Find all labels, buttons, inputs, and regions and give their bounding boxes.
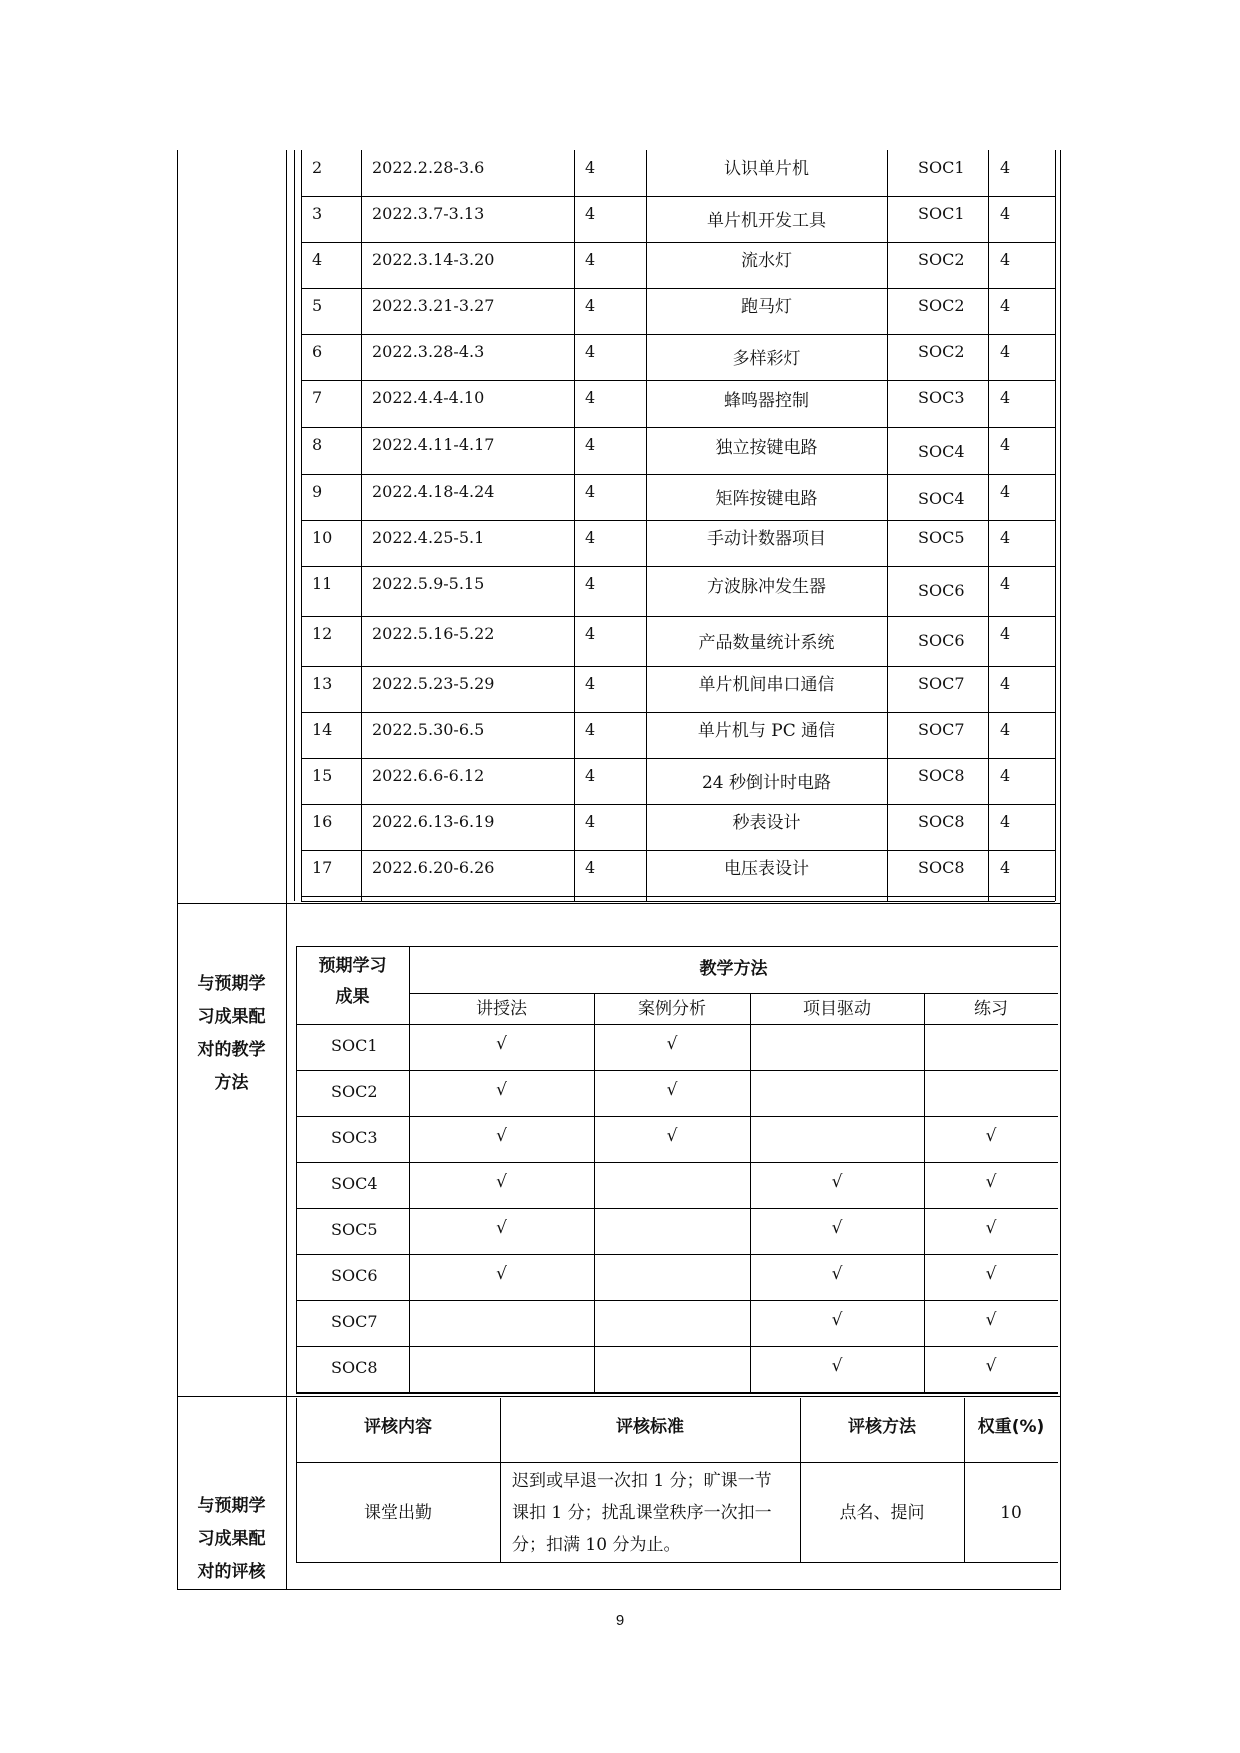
outcome-code: SOC1	[331, 1036, 378, 1055]
outcome-code: SOC2	[331, 1082, 378, 1101]
week-number: 11	[312, 574, 333, 593]
hours: 4	[585, 482, 596, 501]
soc-code: SOC5	[918, 528, 965, 547]
score: 4	[1000, 296, 1011, 315]
assessment-content: 课堂出勤	[364, 1503, 432, 1523]
hours: 4	[585, 158, 596, 177]
week-dates: 2022.3.14-3.20	[372, 250, 495, 269]
check-mark: √	[496, 1172, 507, 1192]
week-dates: 2022.2.28-3.6	[372, 158, 485, 177]
check-mark: √	[831, 1264, 843, 1284]
schedule-row-line	[301, 288, 1055, 289]
schedule-row-line	[301, 427, 1055, 428]
methods-col-line	[924, 993, 925, 1392]
score: 4	[1000, 812, 1011, 831]
assessment-side-label	[177, 1490, 286, 1589]
schedule-col-line	[574, 150, 575, 901]
header-outcome-line: 预期学习	[318, 956, 387, 976]
assessment-standard-line: 分；扣满 10 分为止。	[512, 1535, 681, 1555]
check-mark: √	[985, 1172, 997, 1192]
topic: 单片机间串口通信	[698, 675, 835, 695]
side-label-line: 方法	[214, 1073, 249, 1093]
score: 4	[1000, 858, 1011, 877]
check-mark: √	[985, 1356, 997, 1376]
assessment-header: 权重(%)	[977, 1417, 1045, 1437]
soc-code: SOC4	[918, 442, 965, 461]
method-column-header: 案例分析	[638, 999, 706, 1019]
schedule-outer-left	[294, 150, 295, 901]
outcome-code: SOC6	[331, 1266, 378, 1285]
assessment-standard-line: 课扣 1 分；扰乱课堂秩序一次扣一	[512, 1503, 772, 1523]
week-number: 5	[312, 296, 323, 315]
week-number: 16	[312, 812, 333, 831]
topic: 独立按键电路	[715, 438, 818, 458]
side-label-line: 习成果配	[197, 1007, 266, 1027]
methods-row-line	[296, 1162, 1058, 1163]
week-dates: 2022.4.18-4.24	[372, 482, 495, 501]
assessment-row-line	[296, 1462, 1058, 1463]
week-number: 3	[312, 204, 323, 223]
week-number: 7	[312, 388, 323, 407]
methods-top-line	[296, 946, 1058, 947]
soc-code: SOC7	[918, 674, 965, 693]
topic: 多样彩灯	[732, 349, 801, 369]
score: 4	[1000, 158, 1011, 177]
topic: 方波脉冲发生器	[707, 577, 826, 597]
assessment-standard-line: 迟到或早退一次扣 1 分；旷课一节	[512, 1471, 772, 1491]
method-column-header: 讲授法	[476, 999, 527, 1019]
week-number: 2	[312, 158, 323, 177]
topic: 电压表设计	[724, 859, 809, 879]
hours: 4	[585, 342, 596, 361]
soc-code: SOC2	[918, 250, 965, 269]
check-mark: √	[496, 1218, 507, 1238]
methods-row-line	[296, 1346, 1058, 1347]
check-mark: √	[985, 1218, 997, 1238]
topic: 流水灯	[741, 251, 792, 271]
assessment-header: 评核内容	[364, 1417, 432, 1437]
methods-row-line	[296, 1208, 1058, 1209]
week-dates: 2022.5.30-6.5	[372, 720, 485, 739]
soc-code: SOC4	[918, 489, 965, 508]
week-number: 13	[312, 674, 333, 693]
schedule-row-line	[301, 666, 1055, 667]
methods-row-line	[296, 1254, 1058, 1255]
score: 4	[1000, 528, 1011, 547]
soc-code: SOC6	[918, 581, 965, 600]
side-label-line: 对的教学	[197, 1040, 266, 1060]
schedule-row-line	[301, 566, 1055, 567]
soc-code: SOC8	[918, 858, 965, 877]
schedule-row-line	[301, 242, 1055, 243]
week-number: 12	[312, 624, 333, 643]
schedule-col-line	[361, 150, 362, 901]
hours: 4	[585, 388, 596, 407]
soc-code: SOC6	[918, 631, 965, 650]
side-label-line: 与预期学	[197, 1496, 266, 1516]
topic: 手动计数器项目	[707, 529, 826, 549]
week-number: 4	[312, 250, 323, 269]
week-number: 17	[312, 858, 333, 877]
week-number: 8	[312, 435, 323, 454]
week-number: 9	[312, 482, 323, 501]
check-mark: √	[666, 1080, 678, 1100]
schedule-row-line	[301, 474, 1055, 475]
schedule-row-line	[301, 712, 1055, 713]
topic: 产品数量统计系统	[698, 633, 835, 653]
soc-code: SOC8	[918, 812, 965, 831]
score: 4	[1000, 250, 1011, 269]
week-dates: 2022.4.11-4.17	[372, 435, 495, 454]
score: 4	[1000, 720, 1011, 739]
schedule-row-line	[301, 804, 1055, 805]
outcome-code: SOC5	[331, 1220, 378, 1239]
schedule-row-line	[301, 758, 1055, 759]
method-column-header: 项目驱动	[803, 999, 871, 1019]
topic: 单片机与 PC 通信	[697, 721, 836, 741]
check-mark: √	[496, 1080, 507, 1100]
score: 4	[1000, 204, 1011, 223]
outer-border-bottom	[177, 1589, 1060, 1590]
assessment-header: 评核标准	[616, 1417, 684, 1437]
week-number: 6	[312, 342, 323, 361]
outcome-code: SOC4	[331, 1174, 378, 1193]
label-column-divider	[286, 150, 287, 1590]
section-divider	[177, 1396, 1060, 1397]
week-number: 15	[312, 766, 333, 785]
side-label-line: 对的评核	[197, 1562, 266, 1582]
week-dates: 2022.6.6-6.12	[372, 766, 485, 785]
hours: 4	[585, 624, 596, 643]
hours: 4	[585, 766, 596, 785]
soc-code: SOC2	[918, 342, 965, 361]
schedule-row-line	[301, 196, 1055, 197]
schedule-col-line	[301, 150, 302, 901]
soc-code: SOC8	[918, 766, 965, 785]
methods-row-line	[296, 1024, 1058, 1025]
hours: 4	[585, 720, 596, 739]
topic: 跑马灯	[741, 297, 792, 317]
schedule-row-line	[301, 850, 1055, 851]
check-mark: √	[985, 1126, 997, 1146]
topic: 24 秒倒计时电路	[701, 773, 832, 793]
hours: 4	[585, 435, 596, 454]
hours: 4	[585, 674, 596, 693]
week-dates: 2022.4.25-5.1	[372, 528, 485, 547]
schedule-row-line	[301, 380, 1055, 381]
schedule-row-line	[301, 896, 1055, 897]
topic: 单片机开发工具	[707, 211, 826, 231]
side-label-line: 习成果配	[197, 1529, 266, 1549]
week-number: 10	[312, 528, 333, 547]
check-mark: √	[985, 1264, 997, 1284]
week-dates: 2022.5.23-5.29	[372, 674, 495, 693]
schedule-row-line	[301, 520, 1055, 521]
outcome-code: SOC3	[331, 1128, 378, 1147]
soc-code: SOC1	[918, 204, 965, 223]
topic: 认识单片机	[724, 159, 809, 179]
schedule-col-line	[887, 150, 888, 901]
hours: 4	[585, 204, 596, 223]
week-dates: 2022.6.20-6.26	[372, 858, 495, 877]
outer-border-left	[177, 150, 178, 1590]
week-dates: 2022.6.13-6.19	[372, 812, 495, 831]
check-mark: √	[831, 1310, 843, 1330]
assessment-weight: 10	[1000, 1503, 1022, 1523]
methods-side-label	[177, 968, 286, 1100]
methods-header-line	[409, 993, 1058, 994]
schedule-row-line	[301, 616, 1055, 617]
check-mark: √	[831, 1218, 843, 1238]
hours: 4	[585, 528, 596, 547]
score: 4	[1000, 342, 1011, 361]
soc-code: SOC1	[918, 158, 965, 177]
topic: 矩阵按键电路	[715, 489, 818, 509]
hours: 4	[585, 250, 596, 269]
week-dates: 2022.4.4-4.10	[372, 388, 485, 407]
soc-code: SOC3	[918, 388, 965, 407]
soc-code: SOC7	[918, 720, 965, 739]
check-mark: √	[985, 1310, 997, 1330]
score: 4	[1000, 482, 1011, 501]
outer-border-right	[1060, 150, 1061, 1590]
methods-bottom-line	[296, 1393, 1058, 1394]
hours: 4	[585, 858, 596, 877]
methods-row-line	[296, 1070, 1058, 1071]
week-dates: 2022.5.16-5.22	[372, 624, 495, 643]
topic: 蜂鸣器控制	[724, 391, 809, 411]
schedule-row-line	[301, 334, 1055, 335]
check-mark: √	[496, 1034, 507, 1054]
week-dates: 2022.3.7-3.13	[372, 204, 485, 223]
methods-col-line	[750, 993, 751, 1392]
score: 4	[1000, 435, 1011, 454]
score: 4	[1000, 388, 1011, 407]
hours: 4	[585, 296, 596, 315]
week-dates: 2022.5.9-5.15	[372, 574, 485, 593]
hours: 4	[585, 812, 596, 831]
score: 4	[1000, 624, 1011, 643]
outcome-code: SOC8	[331, 1358, 378, 1377]
soc-code: SOC2	[918, 296, 965, 315]
score: 4	[1000, 674, 1011, 693]
check-mark: √	[666, 1126, 678, 1146]
score: 4	[1000, 766, 1011, 785]
assessment-header: 评核方法	[848, 1417, 916, 1437]
assessment-bottom-line	[296, 1562, 1058, 1563]
check-mark: √	[831, 1172, 843, 1192]
section-divider	[177, 903, 1060, 904]
check-mark: √	[666, 1034, 678, 1054]
header-outcome-line: 成果	[335, 987, 370, 1007]
assessment-method: 点名、提问	[839, 1503, 925, 1523]
methods-col-line	[296, 946, 297, 1392]
week-dates: 2022.3.28-4.3	[372, 342, 485, 361]
schedule-bottom-line	[301, 901, 1055, 902]
check-mark: √	[496, 1126, 507, 1146]
side-label-line: 与预期学	[197, 974, 266, 994]
method-column-header: 练习	[974, 999, 1008, 1019]
week-number: 14	[312, 720, 333, 739]
outcome-code: SOC7	[331, 1312, 378, 1331]
schedule-col-line	[1055, 150, 1056, 901]
score: 4	[1000, 574, 1011, 593]
header-methods: 教学方法	[699, 959, 768, 979]
schedule-col-line	[988, 150, 989, 901]
check-mark: √	[496, 1264, 507, 1284]
week-dates: 2022.3.21-3.27	[372, 296, 495, 315]
topic: 秒表设计	[732, 813, 801, 833]
hours: 4	[585, 574, 596, 593]
check-mark: √	[831, 1356, 843, 1376]
methods-row-line	[296, 1116, 1058, 1117]
page-number: 9	[615, 1612, 625, 1629]
methods-row-line	[296, 1300, 1058, 1301]
